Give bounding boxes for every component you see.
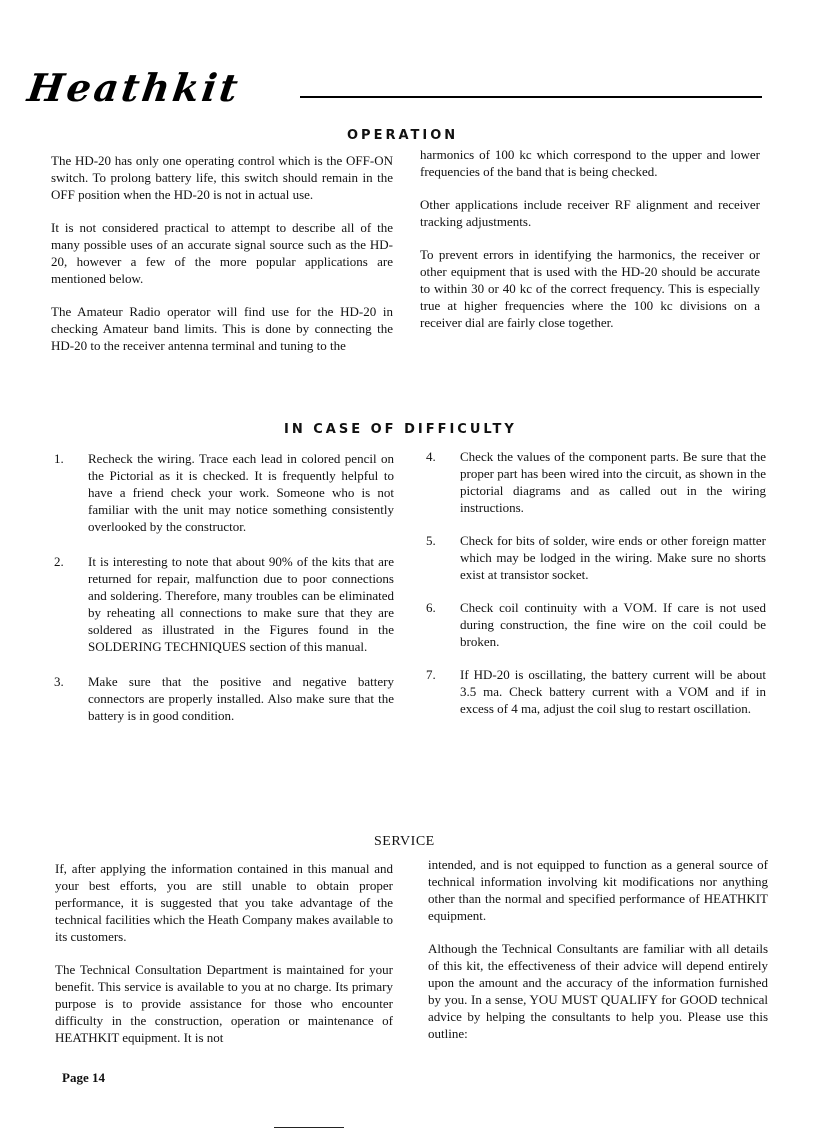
item-text: Check the values of the component parts. Be sure that the proper part has been wired into the circuit, as shown in the pictorial diagrams and as called out in the wiring instructions. — [460, 449, 766, 515]
service-heading: SERVICE — [374, 834, 435, 849]
difficulty-item — [54, 673, 394, 724]
item-number: 1. — [54, 451, 64, 466]
operation-right-column — [420, 146, 760, 331]
page-number: Page 14 — [62, 1070, 105, 1085]
operation-paragraph: harmonics of 100 kc which correspond to the upper and lower frequencies of the band that is being checked. — [420, 147, 760, 179]
item-text: Recheck the wiring. Trace each lead in colored pencil on the Pictorial as it is checked. It is frequently helpful to have a friend check your work. Someone who is not familiar with the unit may notice something consistently overlooked by the constructor. — [88, 451, 394, 534]
operation-paragraph: To prevent errors in identifying the harmonics, the receiver or other equipment that is used with the HD-20 should be accurate to within 30 or 40 kc of the correct frequency. This is especially true at higher frequencies where the 100 kc divisions on a receiver dial are fairly close together. — [420, 247, 760, 330]
item-number: 4. — [426, 449, 436, 464]
difficulty-item — [54, 450, 394, 535]
item-text: Make sure that the positive and negative battery connectors are properly installed. Also make sure that the battery is in good condition. — [88, 674, 394, 723]
service-paragraph: The Technical Consultation Department is maintained for your benefit. This service is available to you at no charge. Its primary purpose is to provide assistance for those who encounter difficulty in the construction, operation or maintenance of HEATHKIT equipment. It is not — [55, 962, 393, 1045]
difficulty-right-column — [426, 448, 766, 717]
difficulty-item — [426, 666, 766, 717]
item-text: Check coil continuity with a VOM. If care is not used during construction, the fine wire on the coil could be broken. — [460, 600, 766, 649]
operation-paragraph: The HD-20 has only one operating control which is the OFF-ON switch. To prolong battery life, this switch should remain in the OFF position when the HD-20 is not in actual use. — [51, 153, 393, 202]
operation-paragraph: It is not considered practical to attempt to describe all of the many possible uses of an accurate signal source such as the HD-20, however a few of the more popular applications are mentioned below. — [51, 220, 393, 286]
item-number: 7. — [426, 667, 436, 682]
header-rule — [300, 96, 762, 98]
operation-left-column — [51, 152, 393, 354]
item-number: 2. — [54, 554, 64, 569]
difficulty-item — [426, 532, 766, 583]
difficulty-item — [426, 599, 766, 650]
service-right-column — [428, 856, 768, 1042]
difficulty-item — [54, 553, 394, 655]
item-text: If HD-20 is oscillating, the battery current will be about 3.5 ma. Check battery current with a VOM and if in excess of 4 ma, adjust the coil slug to restart oscillation. — [460, 667, 766, 716]
service-paragraph: If, after applying the information contained in this manual and your best efforts, you are still unable to obtain proper performance, it is suggested that you take advantage of the technical facilities which the Heath Company makes available to its customers. — [55, 861, 393, 944]
item-number: 3. — [54, 674, 64, 689]
service-paragraph: Although the Technical Consultants are familiar with all details of this kit, the effectiveness of their advice will depend entirely upon the amount and the accuracy of the information furnished by you. In a sense, YOU MUST QUALIFY for GOOD technical advice by helping the consultants to help you. Please use this outline: — [428, 941, 768, 1041]
heathkit-logo: Heathkit — [24, 65, 244, 110]
operation-paragraph: The Amateur Radio operator will find use for the HD-20 in checking Amateur band limits. This is done by connecting the HD-20 to the receiver antenna terminal and tuning to the — [51, 304, 393, 353]
item-number: 6. — [426, 600, 436, 615]
difficulty-left-column — [54, 450, 394, 724]
item-text: Check for bits of solder, wire ends or other foreign matter which may be lodged in the wiring. Make sure no shorts exist at transistor socket. — [460, 533, 766, 582]
item-number: 5. — [426, 533, 436, 548]
operation-heading: OPERATION — [347, 128, 459, 143]
service-paragraph: intended, and is not equipped to function as a general source of technical information involving kit modifications nor anything other than the normal and specified performance of HEATHKIT equipment. — [428, 857, 768, 923]
footer-rule — [274, 1127, 344, 1128]
operation-paragraph: Other applications include receiver RF alignment and receiver tracking adjustments. — [420, 197, 760, 229]
difficulty-heading: IN CASE OF DIFFICULTY — [284, 422, 517, 437]
item-text: It is interesting to note that about 90% of the kits that are returned for repair, malfunction due to poor connections and soldering. Therefore, many troubles can be eliminated by reheating all connections to make sure that they are soldered as illustrated in the Figures found in the SOLDERING TECHNIQUES section of this manual. — [88, 554, 394, 654]
service-left-column — [55, 860, 393, 1046]
difficulty-item — [426, 448, 766, 516]
